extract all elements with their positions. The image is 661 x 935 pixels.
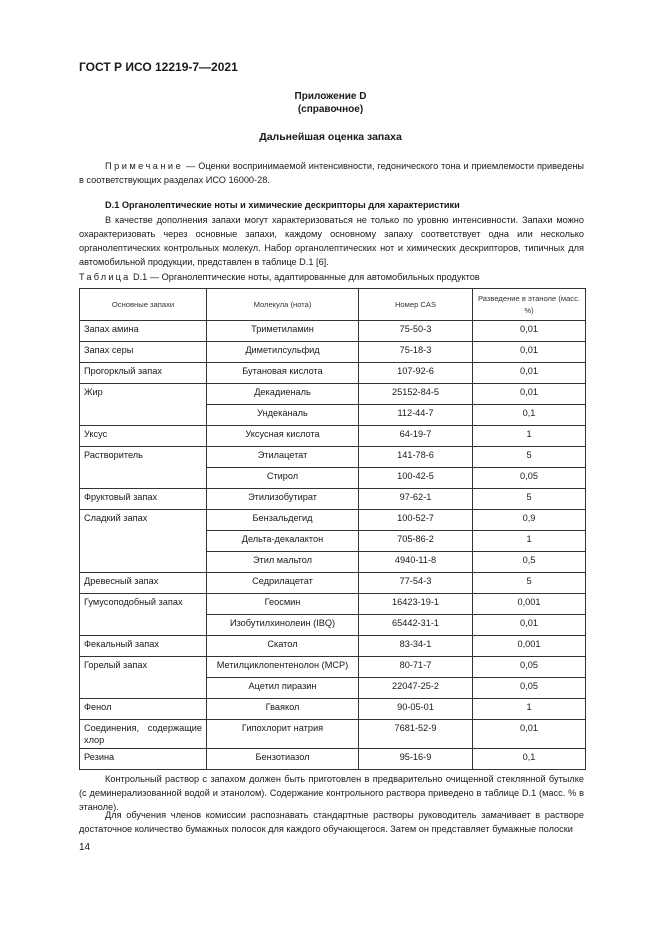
cell-dilution: 0,01 xyxy=(473,615,586,636)
cell-dilution: 0,01 xyxy=(473,363,586,384)
section-heading: D.1 Органолептические ноты и химические дескрипторы для характеристики xyxy=(105,200,460,210)
cell-cas: 107-92-6 xyxy=(359,363,473,384)
cell-dilution: 0,001 xyxy=(473,594,586,615)
cell-odor: Фенол xyxy=(80,699,207,720)
table-row xyxy=(80,321,586,342)
table-row xyxy=(80,342,586,363)
cell-molecule: Ацетил пиразин xyxy=(207,678,359,699)
cell-odor: Запах амина xyxy=(80,321,207,342)
section-paragraph: В качестве дополнения запахи могут характеризоваться не только по уровню интенсивности. Запахи можно охарактеризовать через основные запахи, каждому основному запаху соответствует одна или несколько органолептических контрольных молекул. Набор органолептических нот и химических дескрипторов, типичных для автомобильной продукции, представлен в таблице D.1 [6]. xyxy=(79,215,584,267)
cell-cas: 16423-19-1 xyxy=(359,594,473,615)
cell-cas: 25152-84-5 xyxy=(359,384,473,405)
cell-molecule: Гваякол xyxy=(207,699,359,720)
after-paragraph-2: Для обучения членов комиссии распознавать стандартные растворы руководитель замачивает в растворе достаточное количество бумажных полосок для каждого обучающегося. Затем он представляет бумажные полоски xyxy=(79,810,584,834)
cell-cas: 97-62-1 xyxy=(359,489,473,510)
table-caption xyxy=(79,272,480,282)
cell-dilution: 0,001 xyxy=(473,636,586,657)
cell-molecule: Дельта-декалактон xyxy=(207,531,359,552)
cell-odor: Фекальный запах xyxy=(80,636,207,657)
cell-cas: 100-42-5 xyxy=(359,468,473,489)
cell-molecule: Этил мальтол xyxy=(207,552,359,573)
cell-dilution: 5 xyxy=(473,447,586,468)
cell-dilution: 0,05 xyxy=(473,678,586,699)
table-row xyxy=(80,384,586,405)
cell-cas: 4940-11-8 xyxy=(359,552,473,573)
cell-cas: 7681-52-9 xyxy=(359,720,473,749)
cell-molecule: Бензальдегид xyxy=(207,510,359,531)
cell-dilution: 0,1 xyxy=(473,405,586,426)
cell-dilution: 1 xyxy=(473,531,586,552)
cell-molecule: Гипохлорит натрия xyxy=(207,720,359,749)
cell-odor: Уксус xyxy=(80,426,207,447)
cell-odor: Фруктовый запах xyxy=(80,489,207,510)
table-row xyxy=(80,657,586,678)
cell-dilution: 0,05 xyxy=(473,657,586,678)
table-row xyxy=(80,426,586,447)
cell-odor: Древесный запах xyxy=(80,573,207,594)
cell-dilution: 0,9 xyxy=(473,510,586,531)
cell-cas: 705-86-2 xyxy=(359,531,473,552)
cell-cas: 22047-25-2 xyxy=(359,678,473,699)
after-paragraph-1: Контрольный раствор с запахом должен быть приготовлен в предварительно очищенной стеклянной бутылке (с деминерализованной водой и этанолом). Содержание контрольного раствора приведено в таблице D.1 (масс. % в этаноле). xyxy=(79,774,584,812)
header-basic-odors: Основные запахи xyxy=(80,289,207,321)
table-row xyxy=(80,447,586,468)
appendix-label: Приложение D xyxy=(294,91,367,102)
cell-odor: Горелый запах xyxy=(80,657,207,699)
table-header-row xyxy=(80,289,586,321)
cell-odor: Жир xyxy=(80,384,207,426)
cell-molecule: Этилацетат xyxy=(207,447,359,468)
cell-odor: Гумусоподобный запах xyxy=(80,594,207,636)
cell-molecule: Изобутилхинолеин (IBQ) xyxy=(207,615,359,636)
table-row xyxy=(80,636,586,657)
cell-cas: 75-18-3 xyxy=(359,342,473,363)
cell-dilution: 5 xyxy=(473,489,586,510)
cell-dilution: 0,01 xyxy=(473,384,586,405)
cell-molecule: Стирол xyxy=(207,468,359,489)
header-cas: Номер CAS xyxy=(359,289,473,321)
cell-cas: 65442-31-1 xyxy=(359,615,473,636)
cell-cas: 100-52-7 xyxy=(359,510,473,531)
cell-molecule: Этилизобутират xyxy=(207,489,359,510)
cell-dilution: 0,5 xyxy=(473,552,586,573)
table-body xyxy=(80,321,586,770)
table-row xyxy=(80,489,586,510)
cell-odor: Растворитель xyxy=(80,447,207,489)
standard-header: ГОСТ Р ИСО 12219-7—2021 xyxy=(79,60,238,74)
note-text: — Оценки воспринимаемой интенсивности, гедонического тона и приемлемости приведены в соответствующих разделах ИСО 16000-28. xyxy=(79,161,584,185)
table-row xyxy=(80,594,586,615)
note-label: Примечание xyxy=(105,161,184,171)
cell-molecule: Метилциклопентенолон (МСР) xyxy=(207,657,359,678)
cell-dilution: 1 xyxy=(473,426,586,447)
cell-cas: 77-54-3 xyxy=(359,573,473,594)
table-row xyxy=(80,720,586,749)
cell-odor: Соединения, содержащие хлор xyxy=(80,720,207,749)
cell-molecule: Седрилацетат xyxy=(207,573,359,594)
cell-dilution: 0,01 xyxy=(473,321,586,342)
cell-molecule: Диметилсульфид xyxy=(207,342,359,363)
cell-dilution: 5 xyxy=(473,573,586,594)
cell-molecule: Бутановая кислота xyxy=(207,363,359,384)
header-molecule: Молекула (нота) xyxy=(207,289,359,321)
cell-cas: 64-19-7 xyxy=(359,426,473,447)
cell-odor: Сладкий запах xyxy=(80,510,207,573)
cell-dilution: 1 xyxy=(473,699,586,720)
cell-dilution: 0,01 xyxy=(473,720,586,749)
cell-dilution: 0,01 xyxy=(473,342,586,363)
cell-cas: 141-78-6 xyxy=(359,447,473,468)
table-row xyxy=(80,699,586,720)
cell-cas: 80-71-7 xyxy=(359,657,473,678)
table-row xyxy=(80,510,586,531)
cell-odor: Запах серы xyxy=(80,342,207,363)
page-number: 14 xyxy=(79,842,91,853)
cell-cas: 95-16-9 xyxy=(359,749,473,770)
cell-molecule: Ундеканаль xyxy=(207,405,359,426)
table-row xyxy=(80,749,586,770)
table-row xyxy=(80,363,586,384)
cell-cas: 75-50-3 xyxy=(359,321,473,342)
cell-molecule: Триметиламин xyxy=(207,321,359,342)
cell-dilution: 0,1 xyxy=(473,749,586,770)
cell-cas: 83-34-1 xyxy=(359,636,473,657)
appendix-title: Дальнейшая оценка запаха xyxy=(259,131,402,143)
cell-cas: 112-44-7 xyxy=(359,405,473,426)
table-caption-text: D.1 — Органолептические ноты, адаптированные для автомобильных продуктов xyxy=(130,272,480,282)
cell-odor: Прогорклый запах xyxy=(80,363,207,384)
header-dilution: Разведение в этаноле (масс. %) xyxy=(473,289,586,321)
cell-molecule: Уксусная кислота xyxy=(207,426,359,447)
cell-odor: Резина xyxy=(80,749,207,770)
cell-molecule: Геосмин xyxy=(207,594,359,615)
appendix-type: (справочное) xyxy=(297,104,364,115)
cell-molecule: Декадиеналь xyxy=(207,384,359,405)
cell-cas: 90-05-01 xyxy=(359,699,473,720)
cell-molecule: Скатол xyxy=(207,636,359,657)
cell-molecule: Бензотиазол xyxy=(207,749,359,770)
cell-dilution: 0,05 xyxy=(473,468,586,489)
table-caption-label: Таблица xyxy=(79,272,131,282)
table-row xyxy=(80,573,586,594)
note-paragraph xyxy=(79,159,584,187)
odor-table xyxy=(79,288,586,770)
